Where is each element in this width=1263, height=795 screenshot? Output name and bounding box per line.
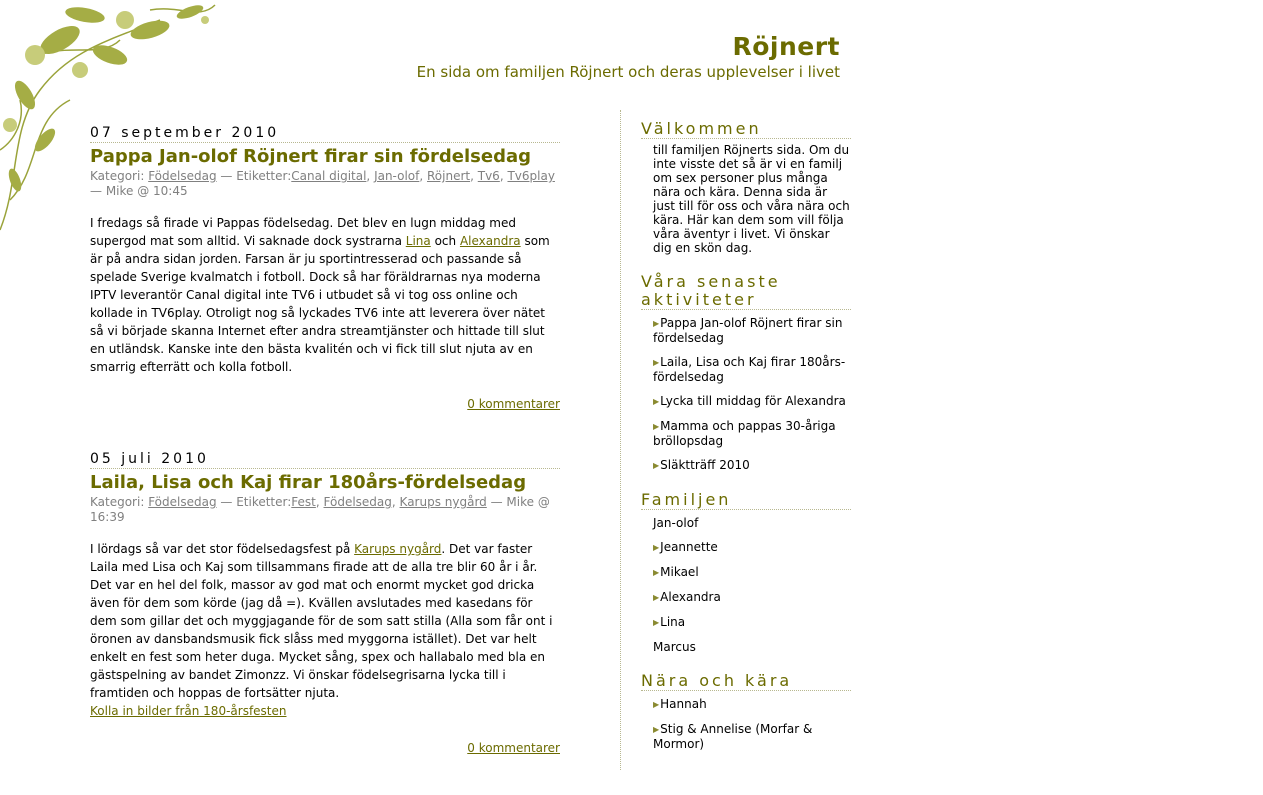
family-section [641, 491, 851, 654]
triangle-bullet-icon: ▶ [653, 618, 660, 627]
post [90, 451, 560, 755]
recent-item-label: Laila, Lisa och Kaj firar 180års-fördelsedag [653, 355, 846, 384]
near-item[interactable] [653, 722, 851, 751]
sidebar [641, 120, 851, 769]
triangle-bullet-icon: ▶ [653, 568, 660, 577]
triangle-bullet-icon: ▶ [653, 397, 660, 406]
person-link[interactable]: Alexandra [459, 234, 521, 248]
category-link[interactable]: Födelsedag [148, 169, 217, 183]
triangle-bullet-icon: ▶ [653, 319, 660, 328]
post-byline: — Mike @ 16:39 [90, 495, 550, 524]
family-item-label: Lina [660, 615, 686, 629]
post-body [90, 214, 560, 376]
recent-item-label: Släktträff 2010 [660, 458, 750, 472]
post-date: 07 september 2010 [90, 125, 560, 143]
tag-link[interactable]: Tv6 [477, 169, 500, 183]
family-item-label: Mikael [660, 565, 699, 579]
post-text: som är på andra sidan jorden. Farsan är ju sportintresserad och passande så spelade Sverige kvalmatch i fotboll. Dock så har föräldrarnas nya moderna IPTV leverantör Canal digital inte TV6 i utbudet så vi tog oss online och kollade in TV6play. Otroligt nog så lyckades TV6 inte att leverera över nätet så vi började skanna Internet efter andra streamtjänster och hittade till slut en utländsk. Kanske inte den bästa kvalitén och vi fick till slut njuta av en smarrig efterrätt och kolla fotboll. [90, 234, 550, 374]
category-label: Kategori: [90, 169, 149, 183]
comments-link[interactable]: 0 kommentarer [467, 741, 560, 755]
family-title: Familjen [641, 491, 851, 510]
triangle-bullet-icon: ▶ [653, 593, 660, 602]
category-link[interactable]: Födelsedag [148, 495, 217, 509]
recent-item-label: Mamma och pappas 30-åriga bröllopsdag [653, 419, 836, 448]
family-item[interactable] [653, 516, 851, 530]
post-text: I lördags så var det stor födelsedagsfest på [90, 542, 355, 556]
tag-link[interactable]: Jan-olof [374, 169, 420, 183]
site-description: En sida om familjen Röjnert och deras upplevelser i livet [416, 63, 840, 81]
post-text: . Det var faster Laila med Lisa och Kaj som tillsammans firade att de alla tre blir 60 år i år. Det var en hel del folk, massor av god mat och enormt mycket god dricka även för dem som körde (jag då =). Kvällen avslutades med kasedans för dem som gillar det och myggjagande för de som satt stilla (Alla som får ont i öronen av dansbandsmusik fick slåss med myggorna istället). Det var helt enkelt en fest som heter duga. Mycket sång, spex och hallabalo med bla en gästspelning av bandet Zimonzz. Vi önskar födelsegrisarna lycka till i framtiden och hoppas de fortsätter njuta. [90, 542, 553, 700]
recent-item-label: Pappa Jan-olof Röjnert firar sin fördelsedag [653, 316, 843, 345]
person-link[interactable]: Lina [405, 234, 431, 248]
near-title: Nära och kära [641, 672, 851, 691]
post-body [90, 540, 560, 720]
family-item[interactable] [653, 640, 851, 654]
post-title[interactable]: Pappa Jan-olof Röjnert firar sin fördelsedag [90, 146, 531, 167]
post-text: och [430, 234, 460, 248]
column-divider [620, 110, 621, 770]
photos-link[interactable]: Kolla in bilder från 180-årsfesten [90, 704, 287, 718]
site-header [417, 32, 840, 81]
post-text: I fredags så firade vi Pappas födelsedag. Det blev en lugn middag med supergod mat som alltid. Vi saknade dock systrarna [90, 216, 516, 248]
near-item-label: Stig & Annelise (Morfar & Mormor) [653, 722, 813, 751]
welcome-title: Välkommen [641, 120, 851, 139]
tags-label: — Etiketter: [216, 169, 292, 183]
family-item[interactable] [653, 565, 851, 580]
recent-item[interactable] [653, 316, 851, 345]
post-meta: Kategori: Födelsedag — Etiketter:Canal digital, Jan-olof, Röjnert, Tv6, Tv6play — Mike @ 10:45 [90, 169, 555, 198]
near-list [641, 697, 851, 751]
place-link[interactable]: Karups nygård [354, 542, 442, 556]
tag-link[interactable]: Tv6play [507, 169, 555, 183]
post-date: 05 juli 2010 [90, 451, 560, 469]
recent-item[interactable] [653, 419, 851, 448]
family-item-label: Jeannette [660, 540, 718, 554]
family-item[interactable] [653, 590, 851, 605]
recent-list [641, 316, 851, 473]
tag-link[interactable]: Canal digital [291, 169, 367, 183]
family-item-label: Marcus [653, 640, 696, 654]
category-label: Kategori: [90, 495, 149, 509]
welcome-section [641, 120, 851, 255]
triangle-bullet-icon: ▶ [653, 461, 660, 470]
recent-item[interactable] [653, 355, 851, 384]
family-item-label: Alexandra [660, 590, 721, 604]
comments-link[interactable]: 0 kommentarer [467, 397, 560, 411]
near-item-label: Hannah [660, 697, 707, 711]
recent-section [641, 273, 851, 473]
post-meta: Kategori: Födelsedag — Etiketter:Fest, Födelsedag, Karups nygård — Mike @ 16:39 [90, 495, 550, 524]
post [90, 125, 560, 411]
post-title[interactable]: Laila, Lisa och Kaj firar 180års-fördelsedag [90, 472, 527, 493]
tag-link[interactable]: Röjnert [427, 169, 471, 183]
tag-link[interactable]: Fest [291, 495, 316, 509]
triangle-bullet-icon: ▶ [653, 700, 660, 709]
post-byline: — Mike @ 10:45 [90, 184, 188, 198]
tags-label: — Etiketter: [216, 495, 292, 509]
triangle-bullet-icon: ▶ [653, 422, 660, 431]
tag-link[interactable]: Födelsedag [323, 495, 392, 509]
main-content [90, 125, 560, 795]
tag-link[interactable]: Karups nygård [399, 495, 487, 509]
family-item-label: Jan-olof [653, 516, 699, 530]
welcome-text: till familjen Röjnerts sida. Om du inte visste det så är vi en familj om sex personer plus många nära och kära. Denna sida är just till för oss och våra nära och kära. Här kan dem som vill följa våra äventyr i livet. Vi önskar dig en skön dag. [653, 143, 850, 255]
family-item[interactable] [653, 615, 851, 630]
near-section [641, 672, 851, 751]
triangle-bullet-icon: ▶ [653, 358, 660, 367]
family-list [641, 516, 851, 654]
site-title[interactable]: Röjnert [732, 32, 840, 61]
near-item[interactable] [653, 697, 851, 712]
recent-item-label: Lycka till middag för Alexandra [660, 394, 846, 408]
recent-item[interactable] [653, 394, 851, 409]
triangle-bullet-icon: ▶ [653, 725, 660, 734]
family-item[interactable] [653, 540, 851, 555]
recent-item[interactable] [653, 458, 851, 473]
triangle-bullet-icon: ▶ [653, 543, 660, 552]
recent-title: Våra senaste aktiviteter [641, 273, 851, 310]
